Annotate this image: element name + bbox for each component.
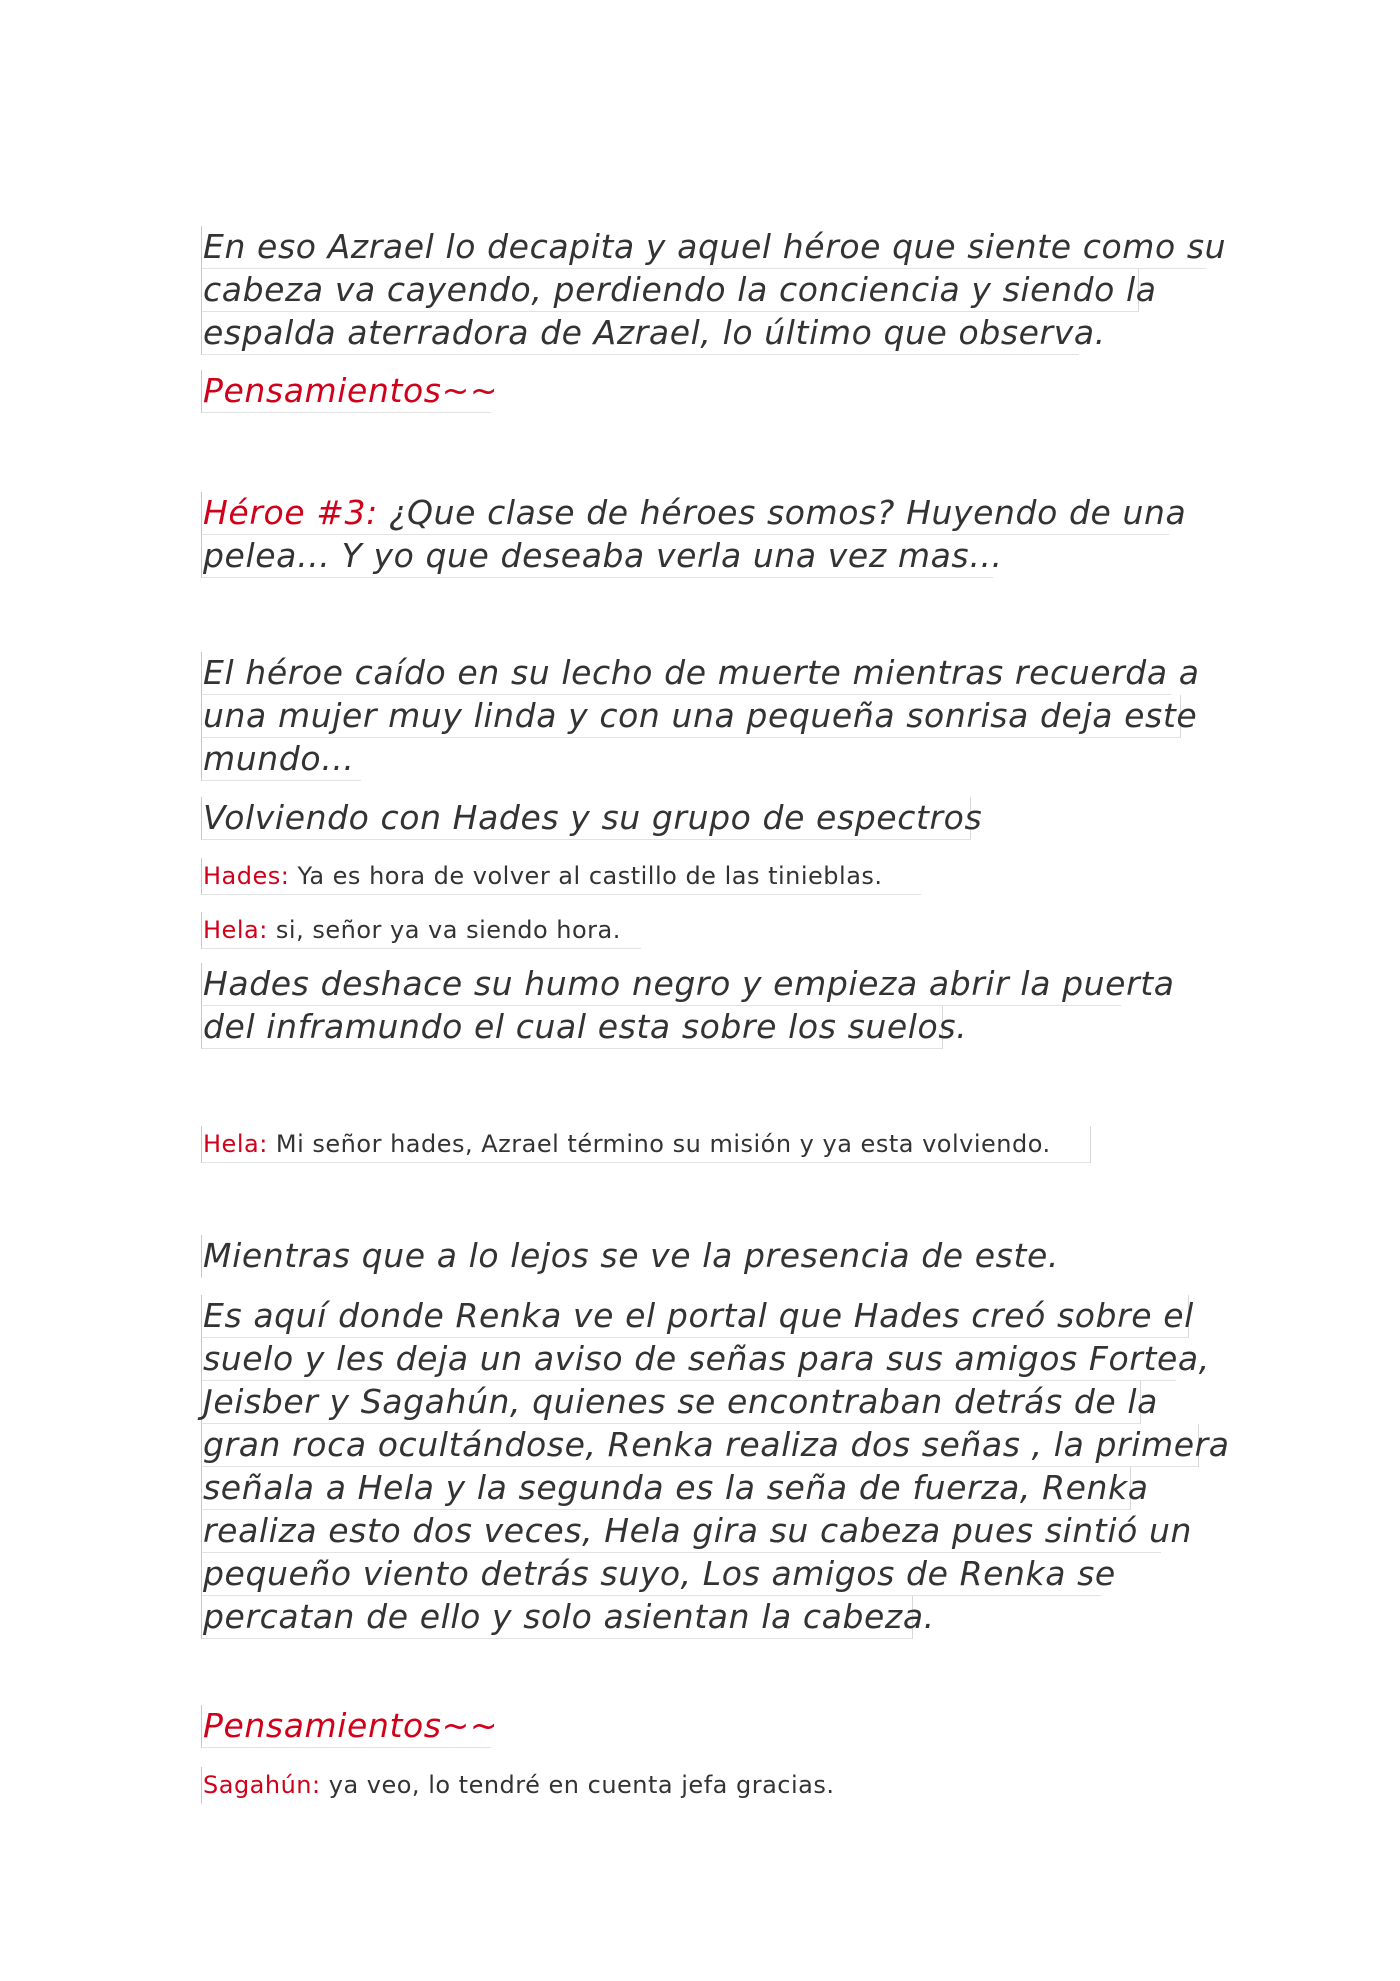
text-line: señala a Hela y la segunda es la seña de fuerza, Renka: [201, 1467, 1131, 1510]
text-line: realiza esto dos veces, Hela gira su cabeza pues sintió un: [201, 1510, 1161, 1553]
text-line: suelo y les deja un aviso de señas para sus amigos Fortea,: [201, 1338, 1176, 1381]
text-line: cabeza va cayendo, perdiendo la conciencia y siendo la: [201, 269, 1139, 312]
text-line: Jeisber y Sagahún, quienes se encontraban detrás de la: [201, 1381, 1141, 1424]
text-line: En eso Azrael lo decapita y aquel héroe que siente como su: [201, 226, 1206, 269]
speaker-label: Hela:: [203, 1130, 268, 1158]
paragraph-azrael-decapitates: [201, 226, 1227, 355]
dialog-hela-report: [201, 1126, 1091, 1163]
thoughts-label: Pensamientos~~: [201, 1705, 491, 1748]
dialog-hero-3: [201, 492, 1187, 578]
text-line: Volviendo con Hades y su grupo de espectros: [201, 797, 971, 840]
text-line: Es aquí donde Renka ve el portal que Hades creó sobre el: [201, 1295, 1189, 1338]
dialog-text: si, señor ya va siendo hora.: [267, 916, 621, 944]
text-line: percatan de ello y solo asientan la cabeza.: [201, 1596, 913, 1639]
text-line: mundo…: [201, 738, 361, 781]
dialog-text: ya veo, lo tendré en cuenta jefa gracias.: [320, 1771, 835, 1799]
thoughts-label: Pensamientos~~: [201, 370, 491, 413]
dialog-hades: [201, 858, 921, 895]
speaker-label: Héroe #3:: [203, 493, 378, 532]
text-line: Hades deshace su humo negro y empieza abrir la puerta: [201, 963, 1121, 1006]
text-line: El héroe caído en su lecho de muerte mientras recuerda a: [201, 652, 1171, 695]
paragraph-presence: [201, 1235, 1060, 1278]
speaker-label: Sagahún:: [203, 1771, 321, 1799]
text-line: del inframundo el cual esta sobre los suelos.: [201, 1006, 943, 1049]
dialog-sagahun: [201, 1767, 901, 1804]
text-line: pequeño viento detrás suyo, Los amigos de Renka se: [201, 1553, 1101, 1596]
paragraph-returning-hades: [201, 797, 983, 840]
text-line: espalda aterradora de Azrael, lo último que observa.: [201, 312, 1079, 355]
thoughts-heading: [201, 1705, 499, 1748]
dialog-hela: [201, 912, 641, 949]
dialog-text: ¿Que clase de héroes somos? Huyendo de una: [377, 493, 1187, 532]
paragraph-hades-smoke: [201, 963, 1175, 1049]
thoughts-heading: [201, 370, 499, 413]
dialog-text: Ya es hora de volver al castillo de las tinieblas.: [289, 862, 883, 890]
dialog-text: Mi señor hades, Azrael término su misión y ya esta volviendo.: [267, 1130, 1051, 1158]
speaker-label: Hela:: [203, 916, 268, 944]
text-line: Mientras que a lo lejos se ve la presencia de este.: [201, 1235, 1046, 1278]
paragraph-fallen-hero: [201, 652, 1200, 781]
dialog-text: pelea… Y yo que deseaba verla una vez mas…: [201, 535, 993, 578]
speaker-label: Hades:: [203, 862, 290, 890]
text-line: gran roca ocultándose, Renka realiza dos señas , la primera: [201, 1424, 1199, 1467]
text-line: una mujer muy linda y con una pequeña sonrisa deja este: [201, 695, 1181, 738]
paragraph-renka-portal: [201, 1295, 1230, 1639]
